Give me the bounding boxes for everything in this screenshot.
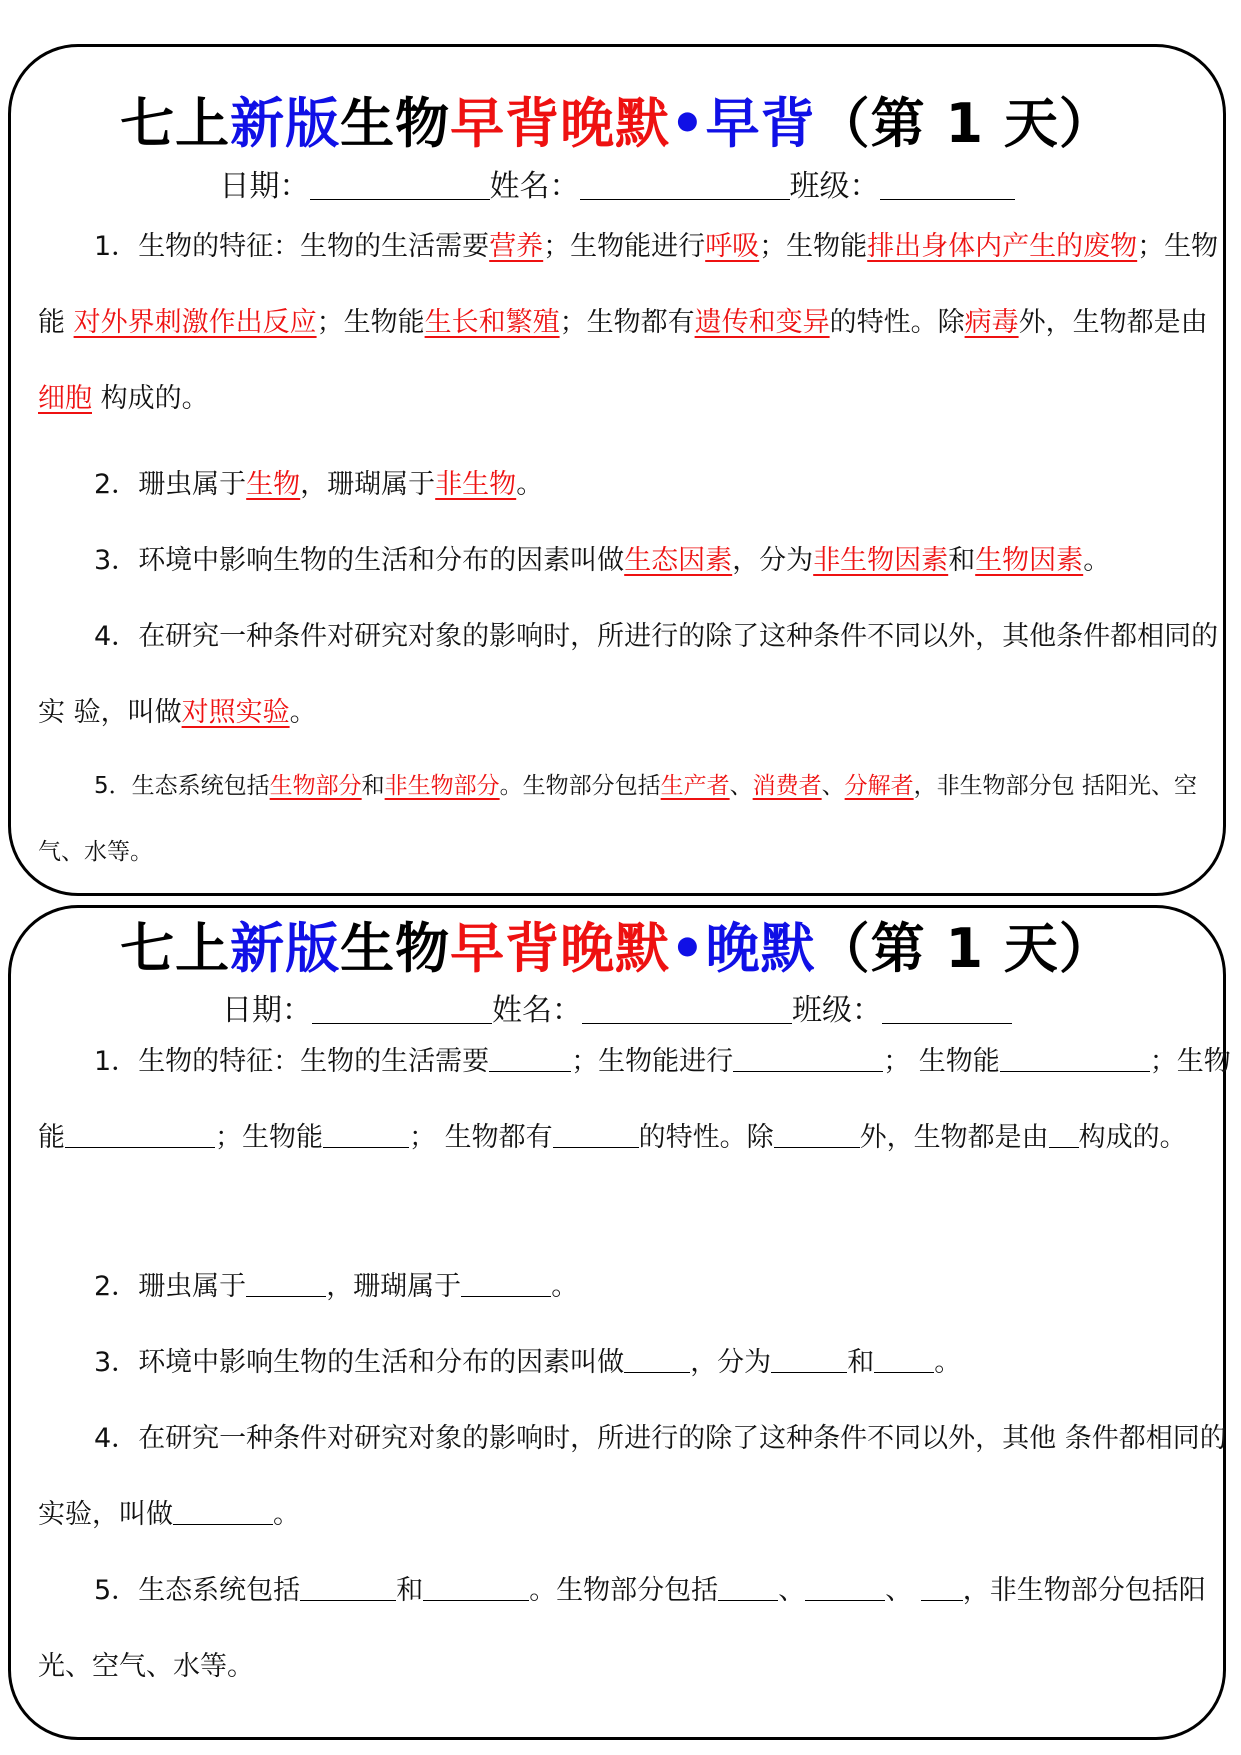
question-4: 4．在研究一种条件对研究对象的影响时，所进行的除了这种条件不同以外，其他 条件都相同的实验，叫做 。	[38, 1423, 1227, 1530]
answer: 病毒	[964, 307, 1019, 338]
evening-dictation-card	[8, 905, 1231, 1740]
question-5: 5．生态系统包括 和 。生物部分包括 、 、 ，非生物部分包括阳光、空气、水等。	[38, 1575, 1206, 1682]
question-2: 2．珊虫属于 ，珊瑚属于 。	[94, 1271, 579, 1302]
fill-blank[interactable]	[173, 1500, 273, 1525]
student-info-row	[11, 985, 1223, 1029]
answer: 细胞	[38, 383, 92, 414]
answer: 生长和繁殖	[424, 307, 560, 338]
answer: 分解者	[844, 773, 914, 799]
fill-blank[interactable]	[624, 1348, 690, 1373]
answer: 营养	[489, 231, 544, 262]
answer: 排出身体内产生的废物	[867, 231, 1138, 262]
card-title: 七上新版生物早背晚默•早背（第 1 天）	[120, 92, 1114, 155]
answer: 对照实验	[181, 697, 290, 728]
answer: 遗传和变异	[694, 307, 830, 338]
answer: 对外界刺激作出反应	[73, 307, 317, 338]
fill-blank[interactable]	[246, 1272, 326, 1297]
student-info-row	[11, 161, 1223, 205]
fill-blank[interactable]	[771, 1348, 847, 1373]
answer: 非生物部分	[384, 773, 500, 799]
question-3: 3．环境中影响生物的生活和分布的因素叫做生态因素，分为非生物因素和生物因素。	[94, 545, 1111, 576]
date-label: 日期：	[222, 993, 312, 1028]
fill-blank[interactable]	[774, 1123, 860, 1148]
fill-blank[interactable]	[65, 1123, 215, 1148]
answer: 生态因素	[624, 545, 733, 576]
answer: 非生物	[435, 469, 517, 500]
fill-blank[interactable]	[553, 1123, 639, 1148]
question-3: 3．环境中影响生物的生活和分布的因素叫做 ，分为 和 。	[94, 1347, 962, 1378]
card-title: 七上新版生物早背晚默•晚默（第 1 天）	[120, 917, 1114, 980]
date-field[interactable]	[312, 995, 492, 1024]
answer: 生物因素	[975, 545, 1084, 576]
fill-blank[interactable]	[489, 1047, 571, 1072]
answer: 消费者	[752, 773, 822, 799]
fill-blank[interactable]	[323, 1123, 409, 1148]
fill-blank[interactable]	[733, 1047, 883, 1072]
date-field[interactable]	[310, 171, 490, 200]
fill-blank[interactable]	[805, 1576, 885, 1601]
fill-blank[interactable]	[921, 1576, 963, 1601]
question-4: 4．在研究一种条件对研究对象的影响时，所进行的除了这种条件不同以外，其他条件都相同的实 验，叫做对照实验。	[38, 621, 1219, 728]
class-label: 班级：	[792, 993, 882, 1028]
fill-blank[interactable]	[300, 1576, 396, 1601]
class-field[interactable]	[882, 995, 1012, 1024]
answer: 非生物因素	[813, 545, 949, 576]
class-field[interactable]	[880, 171, 1015, 200]
answer: 生物	[246, 469, 301, 500]
name-label: 姓名：	[489, 169, 580, 204]
name-field[interactable]	[580, 171, 790, 200]
answer: 呼吸	[705, 231, 760, 262]
question-1: 1．生物的特征：生物的生活需要营养；生物能进行呼吸；生物能排出身体内产生的废物；生物能 对外界刺激作出反应；生物能生长和繁殖；生物都有遗传和变异的特性。除病毒外，生物都是由细胞 构成的。	[38, 231, 1219, 414]
question-2: 2．珊虫属于生物，珊瑚属于非生物。	[94, 469, 544, 500]
answer: 生物部分	[269, 773, 362, 799]
name-label: 姓名：	[492, 993, 582, 1028]
morning-recite-card	[8, 44, 1226, 896]
question-5: 5．生态系统包括生物部分和非生物部分。生物部分包括生产者、消费者、分解者，非生物部分包 括阳光、空气、水等。	[38, 773, 1197, 865]
answer: 生产者	[660, 773, 730, 799]
class-label: 班级：	[789, 169, 880, 204]
question-1: 1．生物的特征：生物的生活需要 ；生物能进行 ； 生物能 ；生物能 ；生物能 ； 生物都有 的特性。除 外，生物都是由 构成的。	[38, 1046, 1231, 1153]
fill-blank[interactable]	[423, 1576, 529, 1601]
fill-blank[interactable]	[1049, 1123, 1079, 1148]
fill-blank[interactable]	[874, 1348, 934, 1373]
name-field[interactable]	[582, 995, 792, 1024]
date-label: 日期：	[219, 169, 310, 204]
fill-blank[interactable]	[461, 1272, 551, 1297]
fill-blank[interactable]	[718, 1576, 778, 1601]
fill-blank[interactable]	[1000, 1047, 1150, 1072]
